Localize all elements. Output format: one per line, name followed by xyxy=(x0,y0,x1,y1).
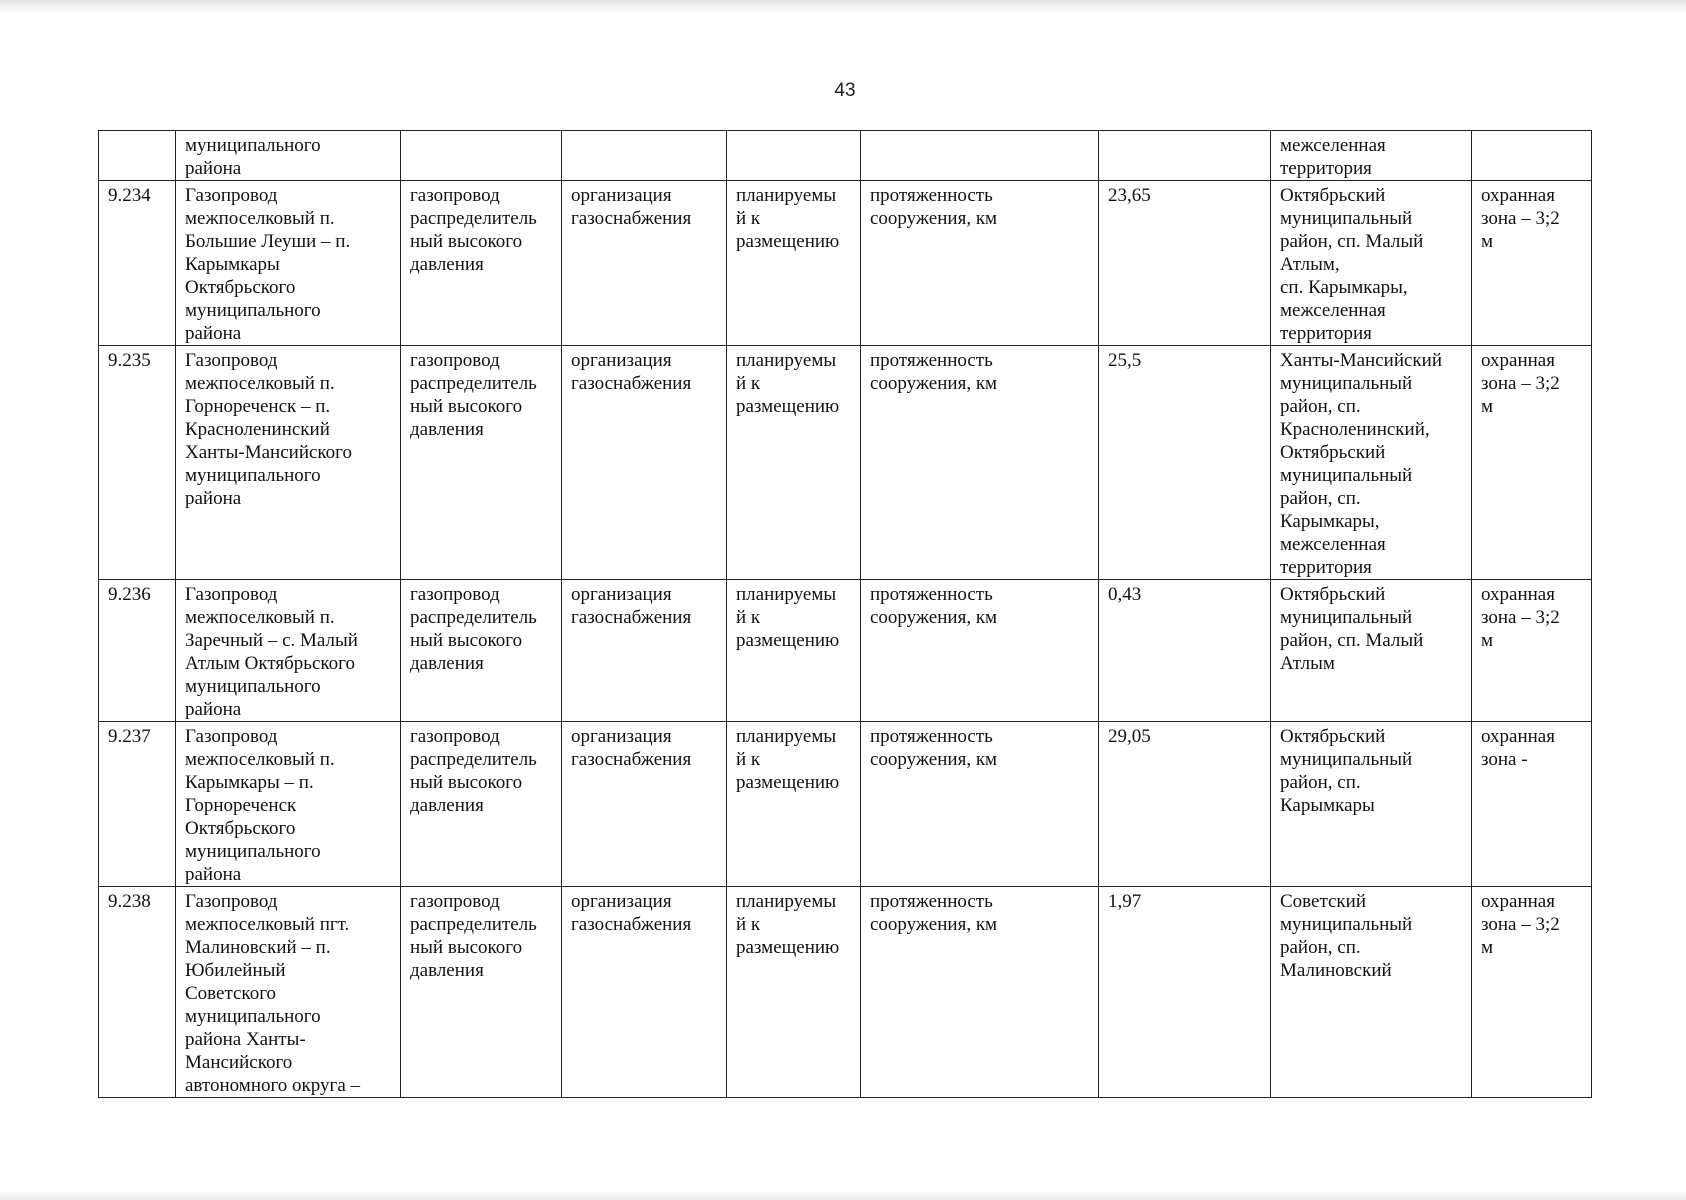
table-row xyxy=(99,346,1592,580)
cell-status: планируемы й к размещению xyxy=(727,181,861,346)
cell-purpose: организация газоснабжения xyxy=(562,580,727,722)
cell-object-type: газопровод распределитель ный высокого давления xyxy=(401,887,562,1098)
cell-purpose xyxy=(562,131,727,181)
cell-zone xyxy=(1472,131,1592,181)
cell-purpose: организация газоснабжения xyxy=(562,181,727,346)
cell-zone: охранная зона – 3;2 м xyxy=(1472,181,1592,346)
cell-characteristic: протяженность сооружения, км xyxy=(861,346,1099,580)
cell-object-type: газопровод распределитель ный высокого давления xyxy=(401,722,562,887)
cell-object-name: Газопровод межпоселковый п. Горнореченск – п. Красноленинский Ханты-Мансийского муниципального района xyxy=(176,346,401,580)
cell-number xyxy=(99,131,176,181)
cell-status: планируемы й к размещению xyxy=(727,722,861,887)
cell-number: 9.236 xyxy=(99,580,176,722)
cell-status: планируемы й к размещению xyxy=(727,346,861,580)
table-row xyxy=(99,181,1592,346)
cell-value: 23,65 xyxy=(1099,181,1271,346)
cell-status: планируемы й к размещению xyxy=(727,580,861,722)
page-number: 43 xyxy=(834,80,856,101)
cell-zone: охранная зона – 3;2 м xyxy=(1472,887,1592,1098)
cell-object-name: Газопровод межпоселковый п. Большие Леуши – п. Карымкары Октябрьского муниципального района xyxy=(176,181,401,346)
cell-object-name: Газопровод межпоселковый п. Карымкары – п. Горнореченск Октябрьского муниципального района xyxy=(176,722,401,887)
cell-number: 9.234 xyxy=(99,181,176,346)
cell-object-name: Газопровод межпоселковый п. Заречный – с. Малый Атлым Октябрьского муниципального района xyxy=(176,580,401,722)
cell-number: 9.235 xyxy=(99,346,176,580)
cell-object-type: газопровод распределитель ный высокого давления xyxy=(401,580,562,722)
cell-object-name: Газопровод межпоселковый пгт. Малиновский – п. Юбилейный Советского муниципального района Ханты- Мансийского автономного округа – xyxy=(176,887,401,1098)
scan-edge-top xyxy=(0,0,1686,14)
cell-characteristic: протяженность сооружения, км xyxy=(861,722,1099,887)
cell-object-name: муниципального района xyxy=(176,131,401,181)
cell-characteristic: протяженность сооружения, км xyxy=(861,887,1099,1098)
cell-value: 25,5 xyxy=(1099,346,1271,580)
cell-object-type: газопровод распределитель ный высокого давления xyxy=(401,346,562,580)
cell-location: Советский муниципальный район, сп. Малиновский xyxy=(1271,887,1472,1098)
cell-zone: охранная зона - xyxy=(1472,722,1592,887)
table-row xyxy=(99,580,1592,722)
cell-location: Октябрьский муниципальный район, сп. Карымкары xyxy=(1271,722,1472,887)
cell-value xyxy=(1099,131,1271,181)
cell-location: Ханты-Мансийский муниципальный район, сп. Красноленинский, Октябрьский муниципальный район, сп. Карымкары, межселенная территория xyxy=(1271,346,1472,580)
table-row xyxy=(99,887,1592,1098)
cell-value: 1,97 xyxy=(1099,887,1271,1098)
cell-location: межселенная территория xyxy=(1271,131,1472,181)
table-row-continuation xyxy=(99,131,1592,181)
cell-number: 9.238 xyxy=(99,887,176,1098)
cell-zone: охранная зона – 3;2 м xyxy=(1472,580,1592,722)
cell-number: 9.237 xyxy=(99,722,176,887)
cell-status xyxy=(727,131,861,181)
cell-status: планируемы й к размещению xyxy=(727,887,861,1098)
cell-value: 29,05 xyxy=(1099,722,1271,887)
scan-edge-bottom xyxy=(0,1190,1686,1200)
cell-zone: охранная зона – 3;2 м xyxy=(1472,346,1592,580)
cell-object-type xyxy=(401,131,562,181)
cell-purpose: организация газоснабжения xyxy=(562,346,727,580)
cell-value: 0,43 xyxy=(1099,580,1271,722)
data-table xyxy=(98,130,1592,1098)
table-row xyxy=(99,722,1592,887)
cell-location: Октябрьский муниципальный район, сп. Малый Атлым, сп. Карымкары, межселенная территория xyxy=(1271,181,1472,346)
cell-characteristic: протяженность сооружения, км xyxy=(861,181,1099,346)
cell-location: Октябрьский муниципальный район, сп. Малый Атлым xyxy=(1271,580,1472,722)
cell-characteristic: протяженность сооружения, км xyxy=(861,580,1099,722)
cell-purpose: организация газоснабжения xyxy=(562,722,727,887)
cell-characteristic xyxy=(861,131,1099,181)
cell-object-type: газопровод распределитель ный высокого давления xyxy=(401,181,562,346)
cell-purpose: организация газоснабжения xyxy=(562,887,727,1098)
